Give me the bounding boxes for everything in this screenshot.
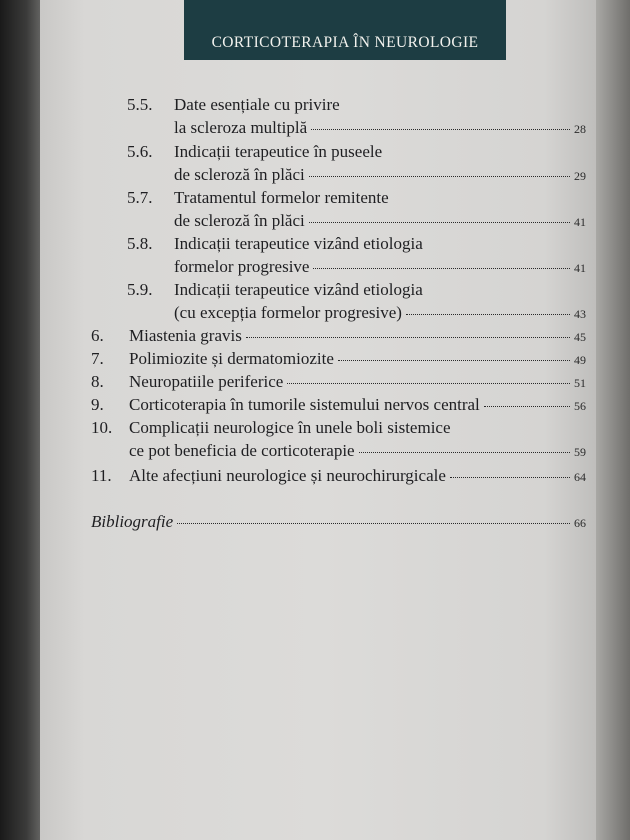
toc-number: 11. [91, 466, 112, 485]
toc-page-number: 28 [574, 122, 586, 136]
toc-page-number: 64 [574, 470, 586, 484]
dot-leader [309, 222, 570, 223]
toc-title-line: ce pot beneficia de corticoterapie [129, 441, 355, 460]
toc-title-line: Indicații terapeutice vizând etiologia [174, 234, 423, 253]
toc-title-line: de scleroză în plăci [174, 165, 305, 184]
running-header-title: CORTICOTERAPIA ÎN NEUROLOGIE [211, 34, 479, 51]
dot-leader [484, 406, 570, 407]
toc-number: 10. [91, 418, 113, 437]
dot-leader [309, 176, 570, 177]
bibliography-label: Bibliografie [91, 512, 174, 531]
toc-title-line: formelor progresive [174, 257, 310, 276]
toc-bibliography [91, 512, 586, 533]
toc-number: 5.7. [127, 188, 153, 207]
toc-number: 5.8. [127, 234, 153, 253]
toc-title-line: Date esențiale cu privire [174, 95, 340, 114]
toc-entry [174, 118, 586, 139]
toc-title-line: Indicații terapeutice în puseele [174, 142, 383, 161]
toc-number: 5.5. [127, 95, 153, 114]
toc-page-number: 56 [574, 399, 586, 413]
toc-entry [129, 372, 586, 393]
dot-leader [177, 523, 570, 524]
toc-number: 9. [91, 395, 104, 414]
toc-title-line: (cu excepția formelor progresive) [174, 303, 402, 322]
dot-leader [359, 452, 570, 453]
toc-title-line: la scleroza multiplă [174, 118, 308, 137]
toc-title-line: Complicații neurologice în unele boli sistemice [129, 418, 451, 437]
toc-entry [129, 441, 586, 462]
toc-page-number: 41 [574, 215, 586, 229]
toc-title-line: Alte afecțiuni neurologice și neurochirurgicale [129, 466, 446, 485]
dot-leader [246, 337, 570, 338]
toc-page-number: 45 [574, 330, 586, 344]
toc-title-line: Polimiozite și dermatomiozite [129, 349, 334, 368]
toc-number: 7. [91, 349, 104, 368]
toc-number: 8. [91, 372, 104, 391]
toc-entry [174, 303, 586, 324]
toc-page-number: 41 [574, 261, 586, 275]
toc-page-number: 29 [574, 169, 586, 183]
toc-number: 6. [91, 326, 104, 345]
toc-page-number: 43 [574, 307, 586, 321]
toc-number: 5.6. [127, 142, 153, 161]
toc-title-line: Indicații terapeutice vizând etiologia [174, 280, 423, 299]
dot-leader [287, 383, 570, 384]
toc-entry [174, 257, 586, 278]
dot-leader [311, 129, 570, 130]
toc-page-number: 51 [574, 376, 586, 390]
dot-leader [338, 360, 570, 361]
toc-title-line: de scleroză în plăci [174, 211, 305, 230]
toc-page-number: 49 [574, 353, 586, 367]
toc-title-line: Tratamentul formelor remitente [174, 188, 389, 207]
toc-entry [174, 165, 586, 186]
toc-entry [129, 466, 586, 487]
toc-entry [129, 326, 586, 347]
toc-entry [174, 211, 586, 232]
toc-entry [129, 349, 586, 370]
toc-title-line: Miastenia gravis [129, 326, 242, 345]
dot-leader [450, 477, 570, 478]
dot-leader [313, 268, 570, 269]
toc-page-number: 66 [574, 516, 586, 530]
dot-leader [406, 314, 570, 315]
toc-title-line: Corticoterapia în tumorile sistemului nervos central [129, 395, 480, 414]
toc-page-number: 59 [574, 445, 586, 459]
toc-number: 5.9. [127, 280, 153, 299]
toc-entry [129, 395, 586, 416]
toc-title-line: Neuropatiile periferice [129, 372, 284, 391]
